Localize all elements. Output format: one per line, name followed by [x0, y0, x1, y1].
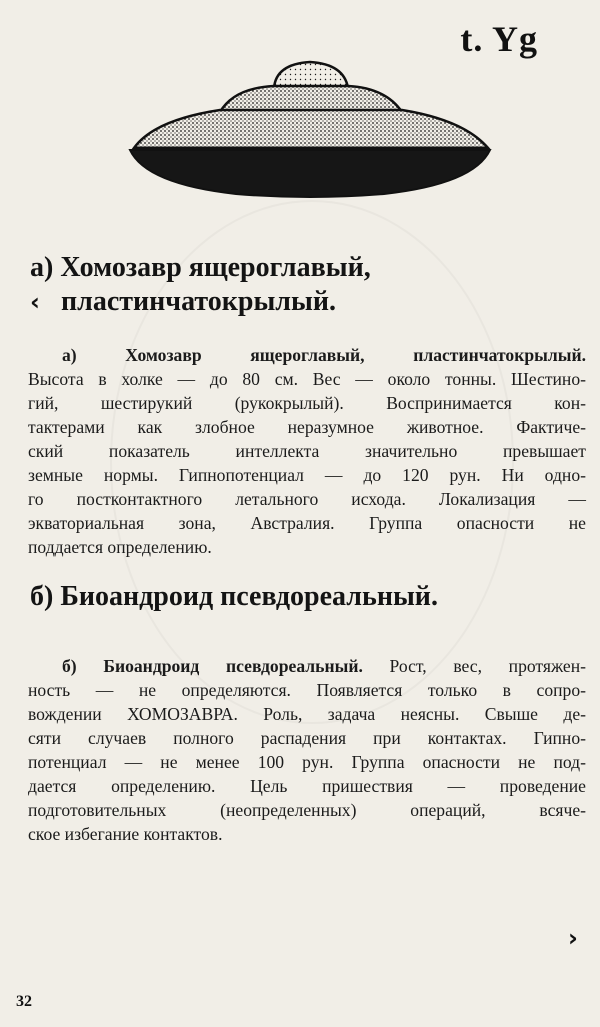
section-b-line: ность — не определяются. Появляется только в сопро- [28, 680, 586, 700]
classification-code: t. Yg [460, 19, 538, 59]
section-b-heading-line: б) Биоандроид псевдореальный. [30, 581, 438, 612]
section-b-line: вождении ХОМОЗАВРА. Роль, задача неясны. Свыше де- [28, 704, 586, 724]
section-a-heading [30, 251, 575, 319]
section-b-paragraph [28, 654, 586, 846]
section-a-line: земные нормы. Гипнопотенциал — до 120 рун. Ни одно- [28, 465, 586, 485]
saucer-upper-body [220, 86, 402, 112]
section-a-heading-line1: а) Хомозавр ящероглавый, [30, 252, 371, 283]
section-a-line: экваториальная зона, Австралия. Группа опасности не [28, 513, 586, 533]
saucer-bottom [130, 150, 490, 197]
section-b-lead: б) Биоандроид псевдореальный. [62, 656, 363, 676]
section-b-first-line [28, 654, 586, 678]
section-a-line: Высота в холке — до 80 см. Вес — около тонны. Шестино- [28, 369, 586, 389]
section-b-line: сяти случаев полного распадения при контактах. Гипно- [28, 728, 586, 748]
section-a-line: гий, шестирукий (рукокрылый). Воспринимается кон- [28, 393, 586, 413]
section-b-heading [30, 580, 575, 614]
saucer-rim [134, 110, 488, 148]
saucer-dome [274, 62, 348, 88]
section-b-line: потенциал — не менее 100 рун. Группа опасности не под- [28, 752, 586, 772]
section-a-lead: а) Хомозавр ящероглавый, пластинчатокрылый. [62, 345, 586, 365]
section-b-line: ское избегание контактов. [28, 824, 223, 844]
section-a-line: поддается определению. [28, 537, 212, 557]
right-chevron-mark: › [568, 924, 578, 952]
section-b-first-line-rest: Рост, вес, протяжен- [389, 656, 586, 676]
section-b-line: дается определению. Цель пришествия — проведение [28, 776, 586, 796]
section-a-line: ский показатель интеллекта значительно превышает [28, 441, 586, 461]
section-a-heading-line2: пластинчатокрылый. [61, 286, 337, 317]
section-a-line: тактерами как злобное неразумное животное. Фактиче- [28, 417, 586, 437]
section-b-line: подготовительных (неопределенных) операций, всяче- [28, 800, 586, 820]
page-number: 32 [16, 993, 32, 1010]
flying-saucer-illustration [124, 58, 496, 204]
left-chevron-mark: ‹ [30, 288, 40, 316]
section-a-line: го постконтактного летального исхода. Локализация — [28, 489, 586, 509]
section-a-paragraph [28, 343, 586, 559]
